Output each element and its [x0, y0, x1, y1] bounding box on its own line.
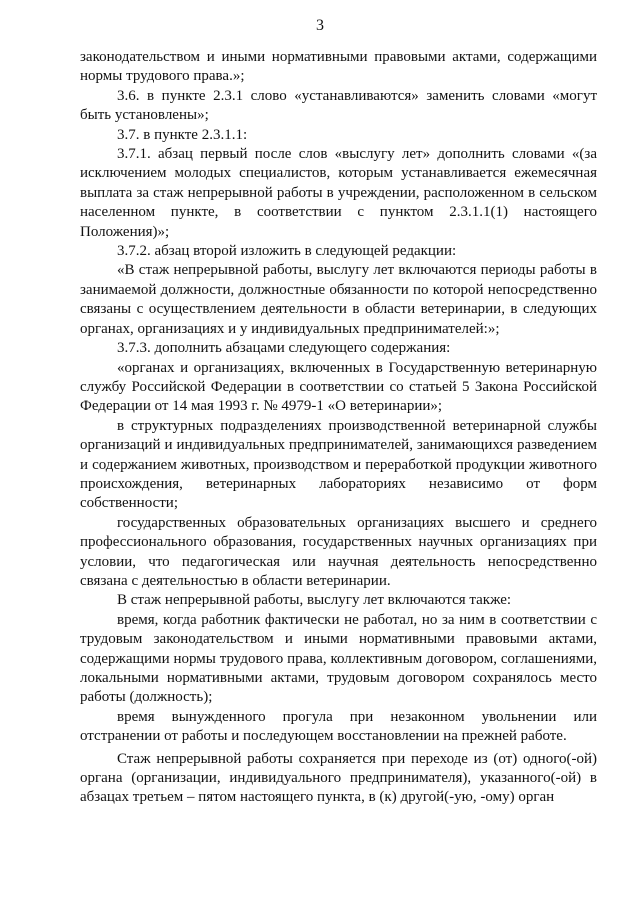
- paragraph-3-7-2: 3.7.2. абзац второй изложить в следующей редакции:: [117, 243, 457, 260]
- document-body: [80, 48, 597, 808]
- paragraph-vremya-rabotnik: время, когда работник фактически не работал, но за ним в соответствии с трудовым законодательством и иными нормативными правовыми актами, содержащими нормы трудового права, коллективным договором, соглашениями, локальными нормативными актами, трудовым договором сохранялось место работы (должность);: [80, 611, 597, 706]
- paragraph-strukturnye: в структурных подразделениях производственной ветеринарной службы организаций и индивидуальных предпринимателей, занимающихся разведением и содержанием животных, производством и переработкой продукции животного происхождения, ветеринарных лабораториях независимо от форм собственности;: [80, 417, 597, 512]
- paragraph-obrazovatelnye: государственных образовательных организациях высшего и среднего профессионального образования, государственных научных организациях при условии, что педагогическая или научная деятельность непосредственно связана с деятельностью в области ветеринарии.: [80, 514, 597, 589]
- page-number: 3: [316, 17, 324, 34]
- paragraph-3-7-3: 3.7.3. дополнить абзацами следующего содержания:: [117, 340, 451, 357]
- paragraph-vremya-progul: время вынужденного прогула при незаконном увольнении или отстранении от работы и последующем восстановлении на прежней работе.: [80, 708, 597, 745]
- paragraph-3-7-1: 3.7.1. абзац первый после слов «выслугу лет» дополнить словами «(за исключением молодых специалистов, которым устанавливается ежемесячная выплата за стаж непрерывной работы в учреждении, расположенном в сельском населенном пункте, в соответствии с пунктом 2.3.1.1(1) настоящего Положения)»;: [80, 146, 597, 240]
- paragraph-organy: «органах и организациях, включенных в Государственную ветеринарную службу Российской Федерации в соответствии со статьей 5 Закона Российской Федерации от 14 мая 1993 г. № 4979-1 «О ветеринарии»;: [80, 359, 597, 415]
- paragraph-continuation: законодательством и иными нормативными правовыми актами, содержащими нормы трудового права.»;: [80, 49, 597, 85]
- paragraph-sohranenie-stazha: Стаж непрерывной работы сохраняется при переходе из (от) одного(-ой) органа (организации, индивидуального предпринимателя), указанного(-ой) в абзацах третьем – пятом настоящего пункта, в (к) другой(-ую, -ому) орган: [80, 750, 597, 806]
- paragraph-quoted-stazh: «В стаж непрерывной работы, выслугу лет включаются периоды работы в занимаемой должности, должностные обязанности по которой непосредственно связаны с осуществлением деятельности в области ветеринарии, в следующих органах, организациях и у индивидуальных предпринимателей:»;: [80, 262, 597, 337]
- paragraph-3-7: 3.7. в пункте 2.3.1.1:: [117, 126, 248, 143]
- paragraph-takzhe: В стаж непрерывной работы, выслугу лет включаются также:: [117, 592, 512, 609]
- paragraph-3-6: 3.6. в пункте 2.3.1 слово «устанавливаются» заменить словами «могут быть установлены»;: [80, 87, 597, 124]
